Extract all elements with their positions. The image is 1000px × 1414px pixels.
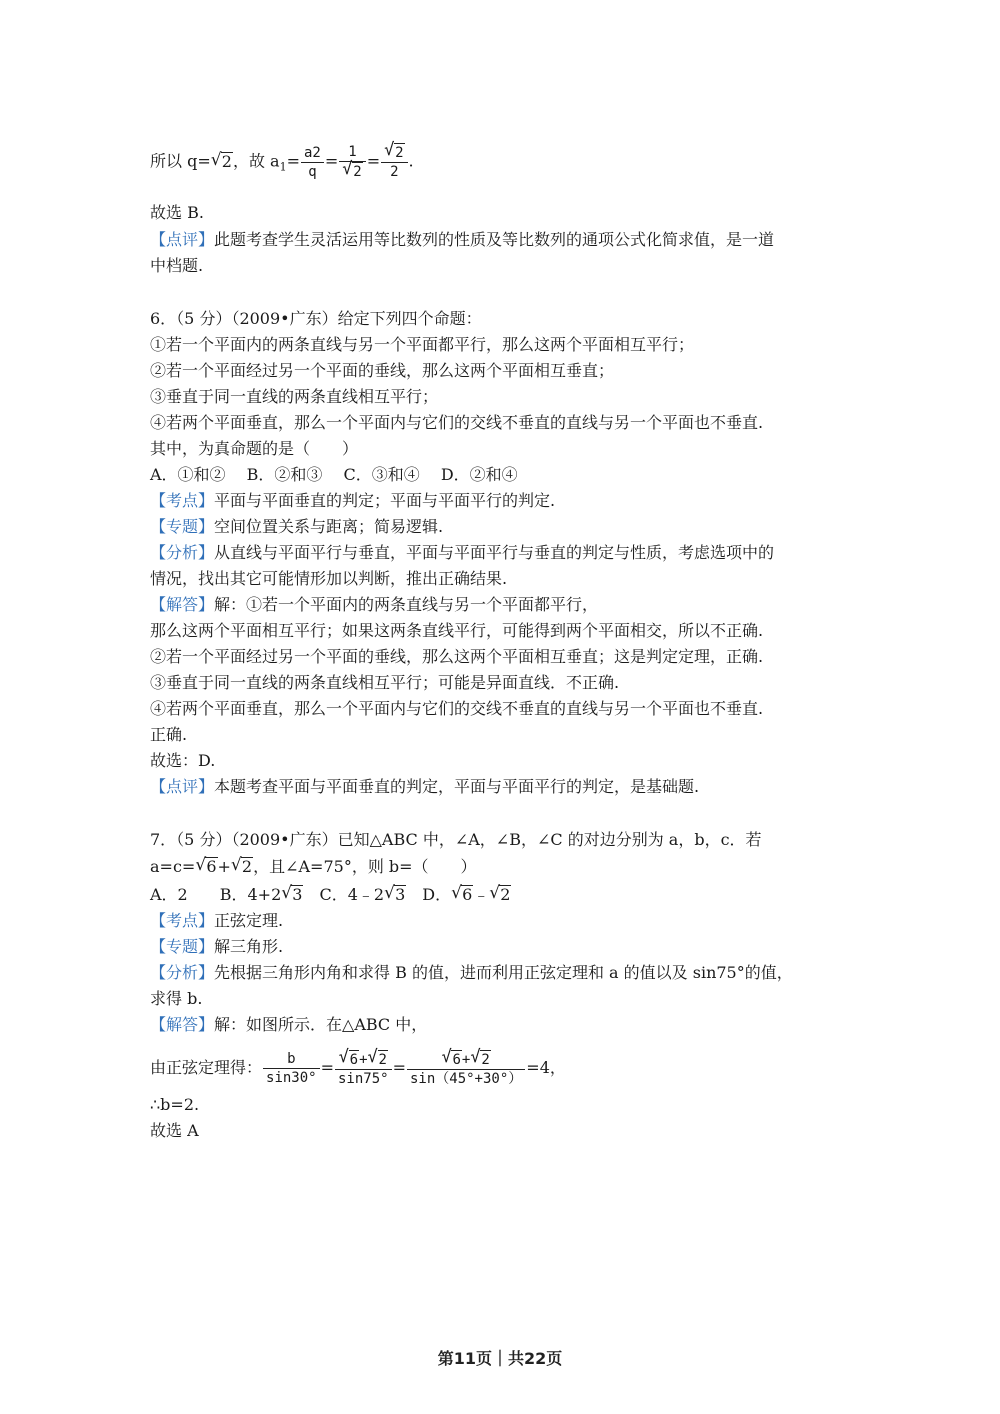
q7-zhuanti (150, 935, 283, 959)
q6-choose: 故选：D. (150, 751, 216, 770)
zhuanti-tag: 【专题】 (150, 517, 215, 536)
review-tag: 【点评】 (150, 777, 215, 796)
q5-review-line1 (150, 228, 774, 252)
q6-prop1: ①若一个平面内的两条直线与另一个平面都平行，那么这两个平面相互平行； (150, 335, 695, 354)
fenxi-tag: 【分析】 (150, 963, 215, 982)
review-tag: 【点评】 (150, 230, 215, 249)
text: 空间位置关系与距离；简易逻辑. (214, 517, 444, 536)
radicand: 2 (395, 145, 404, 161)
numerator: a2 (301, 144, 324, 163)
q6-prop3: ③垂直于同一直线的两条直线相互平行； (150, 387, 439, 406)
q6-header: 6．（5 分）（2009•广东）给定下列四个命题： (150, 309, 482, 328)
fraction (339, 143, 365, 181)
q6-options: A．①和② B．②和③ C．③和④ D．②和④ (150, 465, 518, 484)
denominator: sin（45°+30°） (409, 1070, 523, 1087)
numerator (381, 143, 407, 163)
radicand: 6 (349, 1051, 359, 1068)
text: 由正弦定理得： (150, 1058, 263, 1077)
q7-jieda-line1 (150, 1013, 427, 1037)
sqrt (212, 150, 233, 174)
radicand: 6 (452, 1051, 461, 1068)
equals: = (324, 151, 339, 171)
text: 所以 q= (150, 151, 211, 171)
text: 解三角形. (214, 937, 284, 956)
denominator: sin75° (338, 1070, 389, 1087)
q7-fenxi-line1 (150, 961, 793, 985)
radicand: 6 (462, 885, 473, 904)
text: 解：①若一个平面内的两条直线与另一个平面都平行， (214, 595, 599, 614)
subscript: 1 (279, 160, 287, 174)
equals: = (392, 1058, 406, 1077)
q6-jieda-line3: ②若一个平面经过另一个平面的垂线，那么这两个平面相互垂直；这是判定定理，正确. (150, 647, 764, 666)
radicand: 2 (378, 1051, 387, 1068)
sqrt (442, 1050, 461, 1069)
q6-jieda-line2: 那么这两个平面相互平行；如果这两条直线平行，可能得到两个平面相交，所以不正确. (150, 621, 764, 640)
plus: + (461, 1051, 471, 1068)
q6-prop4: ④若两个平面垂直，那么一个平面内与它们的交线不垂直的直线与另一个平面也不垂直. (150, 413, 764, 432)
text: 此题考查学生灵活运用等比数列的性质及等比数列的通项公式化简求值，是一道 (214, 230, 775, 249)
fenxi-tag: 【分析】 (150, 543, 215, 562)
radicand: 3 (292, 885, 303, 904)
sqrt (340, 1050, 359, 1069)
radicand: 2 (500, 885, 511, 904)
text: ，且∠A=75°，则 b=（ ） (253, 857, 477, 876)
text: 从直线与平面平行与垂直，平面与平面平行与垂直的判定与性质，考虑选项中的 (214, 543, 775, 562)
kaodian-tag: 【考点】 (150, 491, 215, 510)
q6-kaodian (150, 489, 555, 513)
text: A．2 B．4+2 (150, 885, 282, 904)
text: 解：如图所示．在△ABC 中， (214, 1015, 428, 1034)
kaodian-tag: 【考点】 (150, 911, 215, 930)
text: 正弦定理. (214, 911, 284, 930)
sqrt (343, 162, 362, 181)
sqrt (282, 883, 303, 907)
plus: + (359, 1051, 368, 1068)
fraction (263, 1050, 320, 1087)
text: 平面与平面垂直的判定；平面与平面平行的判定. (214, 491, 556, 510)
equals: = (320, 1058, 334, 1077)
q7-choose: 故选 A (150, 1121, 199, 1140)
radicand: 3 (395, 885, 406, 904)
radicand: 2 (241, 857, 253, 876)
fraction (335, 1050, 392, 1088)
sqrt (369, 1050, 388, 1069)
sqrt (490, 883, 511, 907)
sqrt (452, 883, 473, 907)
radicand: 2 (221, 151, 232, 171)
q6-jieda-line1 (150, 593, 598, 617)
text: C．4﹣2 (303, 885, 385, 904)
q7-options (150, 883, 511, 907)
q7-fenxi-line2: 求得 b. (150, 989, 203, 1008)
numerator (407, 1050, 525, 1070)
q6-zhuanti (150, 515, 443, 539)
text: D． (406, 885, 452, 904)
denominator (339, 162, 365, 181)
text: =4， (526, 1058, 566, 1077)
equals: = (286, 151, 300, 171)
q6-question: 其中，为真命题的是（ ） (150, 439, 359, 458)
denominator: sin30° (266, 1070, 317, 1086)
q5-choose: 故选 B. (150, 203, 204, 222)
fraction (407, 1050, 525, 1088)
equals: = (366, 151, 381, 171)
q6-review (150, 775, 699, 799)
sqrt (232, 855, 253, 879)
q7-condition (150, 855, 477, 879)
minus: ﹣ (473, 885, 490, 904)
plus: + (217, 857, 231, 876)
jieda-tag: 【解答】 (150, 1015, 215, 1034)
q7-kaodian (150, 909, 283, 933)
denominator: 2 (390, 164, 399, 180)
page-footer: 第11页｜共22页 (437, 1349, 563, 1368)
radicand: 2 (353, 164, 362, 180)
sqrt (385, 883, 406, 907)
q7-header: 7．（5 分）（2009•广东）已知△ABC 中，∠A，∠B，∠C 的对边分别为 a，b，c．若 (150, 830, 762, 849)
numerator (335, 1050, 392, 1070)
fraction (301, 144, 324, 181)
jieda-tag: 【解答】 (150, 595, 215, 614)
text: a=c= (150, 857, 196, 876)
zhuanti-tag: 【专题】 (150, 937, 215, 956)
text: . (408, 151, 414, 171)
q7-sine-law (150, 1048, 566, 1088)
text: 先根据三角形内角和求得 B 的值，进而利用正弦定理和 a 的值以及 sin75°的值， (214, 963, 793, 982)
q6-fenxi-line2: 情况，找出其它可能情形加以判断，推出正确结果. (150, 569, 508, 588)
q6-jieda-line5: ④若两个平面垂直，那么一个平面内与它们的交线不垂直的直线与另一个平面也不垂直. (150, 699, 764, 718)
sqrt (196, 855, 217, 879)
q5-conclusion (150, 143, 414, 181)
sqrt (471, 1050, 490, 1069)
q7-therefore: ∴b=2. (150, 1095, 200, 1114)
text: ，故 a (232, 151, 280, 171)
denominator: q (308, 163, 317, 180)
q5-review-line2: 中档题. (150, 256, 204, 275)
text: 本题考查平面与平面垂直的判定，平面与平面平行的判定，是基础题. (214, 777, 700, 796)
numerator: b (263, 1050, 320, 1069)
sqrt (385, 143, 404, 162)
q6-jieda-line4: ③垂直于同一直线的两条直线相互平行；可能是异面直线．不正确. (150, 673, 620, 692)
q6-fenxi-line1 (150, 541, 774, 565)
numerator: 1 (339, 143, 365, 162)
radicand: 2 (481, 1051, 490, 1068)
q6-jieda-line6: 正确. (150, 725, 188, 744)
fraction (381, 143, 407, 181)
q6-prop2: ②若一个平面经过另一个平面的垂线，那么这两个平面相互垂直； (150, 361, 615, 380)
radicand: 6 (206, 857, 217, 876)
